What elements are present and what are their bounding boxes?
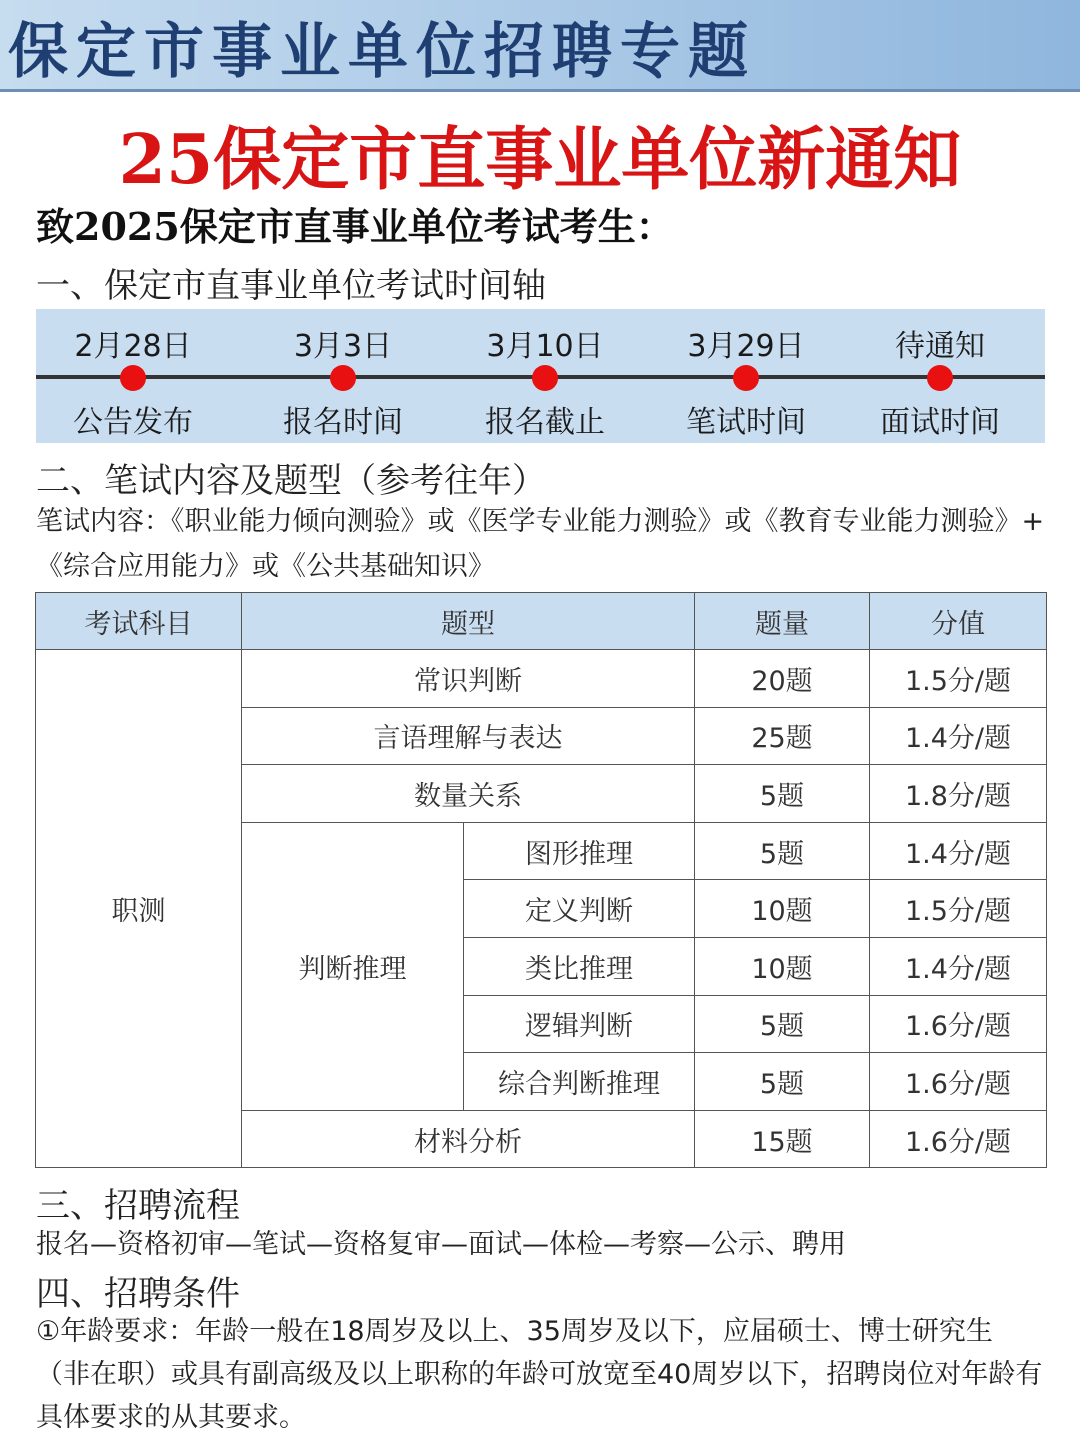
timeline-label: 笔试时间 bbox=[686, 405, 806, 440]
score-cell: 1.5分/题 bbox=[870, 880, 1047, 938]
count-cell: 5题 bbox=[695, 822, 870, 880]
count-cell: 10题 bbox=[695, 937, 870, 995]
timeline-label: 报名截止 bbox=[485, 405, 605, 440]
count-cell: 5题 bbox=[695, 765, 870, 823]
type-cell: 常识判断 bbox=[242, 650, 695, 708]
column-header: 分值 bbox=[870, 593, 1047, 650]
count-cell: 10题 bbox=[695, 880, 870, 938]
type-cell: 综合判断推理 bbox=[464, 1053, 695, 1111]
subject-cell: 职测 bbox=[36, 650, 242, 1168]
timeline-date: 2月28日 bbox=[74, 329, 192, 364]
timeline-item bbox=[646, 309, 846, 443]
count-cell: 5题 bbox=[695, 995, 870, 1053]
type-cell: 数量关系 bbox=[242, 765, 695, 823]
score-cell: 1.4分/题 bbox=[870, 822, 1047, 880]
section-1-heading: 一、保定市直事业单位考试时间轴 bbox=[36, 266, 546, 306]
score-cell: 1.6分/题 bbox=[870, 1053, 1047, 1111]
timeline-label: 公告发布 bbox=[73, 405, 193, 440]
banner-title: 保定市事业单位招聘专题 bbox=[8, 17, 756, 87]
timeline-item bbox=[243, 309, 443, 443]
type-cell: 言语理解与表达 bbox=[242, 707, 695, 765]
timeline-date: 待通知 bbox=[895, 329, 985, 364]
score-cell: 1.8分/题 bbox=[870, 765, 1047, 823]
count-cell: 5题 bbox=[695, 1053, 870, 1111]
timeline-dot bbox=[330, 365, 356, 391]
count-cell: 25题 bbox=[695, 707, 870, 765]
column-header: 题型 bbox=[242, 593, 695, 650]
score-cell: 1.6分/题 bbox=[870, 995, 1047, 1053]
type-cell: 类比推理 bbox=[464, 937, 695, 995]
timeline-label: 面试时间 bbox=[880, 405, 1000, 440]
score-cell: 1.5分/题 bbox=[870, 650, 1047, 708]
page-title: 25保定市直事业单位新通知 bbox=[118, 120, 962, 200]
table-row bbox=[36, 650, 1047, 708]
timeline-dot bbox=[532, 365, 558, 391]
recruitment-process-text: 报名—资格初审—笔试—资格复审—面试—体检—考察—公示、聘用 bbox=[36, 1229, 846, 1260]
exam-content-text: 笔试内容：《职业能力倾向测验》或《医学专业能力测验》或《教育专业能力测验》+《综合应用能力》或《公共基础知识》 bbox=[36, 506, 1045, 582]
header-banner bbox=[0, 0, 1080, 92]
timeline-item bbox=[445, 309, 645, 443]
score-cell: 1.6分/题 bbox=[870, 1110, 1047, 1168]
timeline-date: 3月3日 bbox=[293, 329, 393, 364]
score-cell: 1.4分/题 bbox=[870, 937, 1047, 995]
timeline-date: 3月10日 bbox=[486, 329, 604, 364]
recruitment-conditions-text: ①年龄要求：年龄一般在18周岁及以上、35周岁及以下，应届硕士、博士研究生（非在职）或具有副高级及以上职称的年龄可放宽至40周岁以下，招聘岗位对年龄有具体要求的从其要求。 bbox=[36, 1316, 1043, 1433]
timeline-dot bbox=[927, 365, 953, 391]
exam-structure-table bbox=[35, 592, 1047, 1168]
timeline-date: 3月29日 bbox=[687, 329, 805, 364]
score-cell: 1.4分/题 bbox=[870, 707, 1047, 765]
exam-timeline bbox=[36, 309, 1045, 443]
timeline-item bbox=[840, 309, 1040, 443]
column-header: 考试科目 bbox=[36, 593, 242, 650]
type-cell: 定义判断 bbox=[464, 880, 695, 938]
timeline-item bbox=[33, 309, 233, 443]
timeline-dot bbox=[120, 365, 146, 391]
table-header-row bbox=[36, 593, 1047, 650]
type-cell: 逻辑判断 bbox=[464, 995, 695, 1053]
greeting: 致2025保定市直事业单位考试考生： bbox=[36, 204, 674, 249]
timeline-dot bbox=[733, 365, 759, 391]
type-cell: 图形推理 bbox=[464, 822, 695, 880]
section-3-heading: 三、招聘流程 bbox=[36, 1186, 240, 1226]
section-2-heading: 二、笔试内容及题型（参考往年） bbox=[36, 461, 546, 501]
column-header: 题量 bbox=[695, 593, 870, 650]
count-cell: 15题 bbox=[695, 1110, 870, 1168]
timeline-label: 报名时间 bbox=[283, 405, 403, 440]
section-4-heading: 四、招聘条件 bbox=[36, 1274, 240, 1314]
group-cell: 判断推理 bbox=[242, 822, 464, 1110]
count-cell: 20题 bbox=[695, 650, 870, 708]
type-cell: 材料分析 bbox=[242, 1110, 695, 1168]
